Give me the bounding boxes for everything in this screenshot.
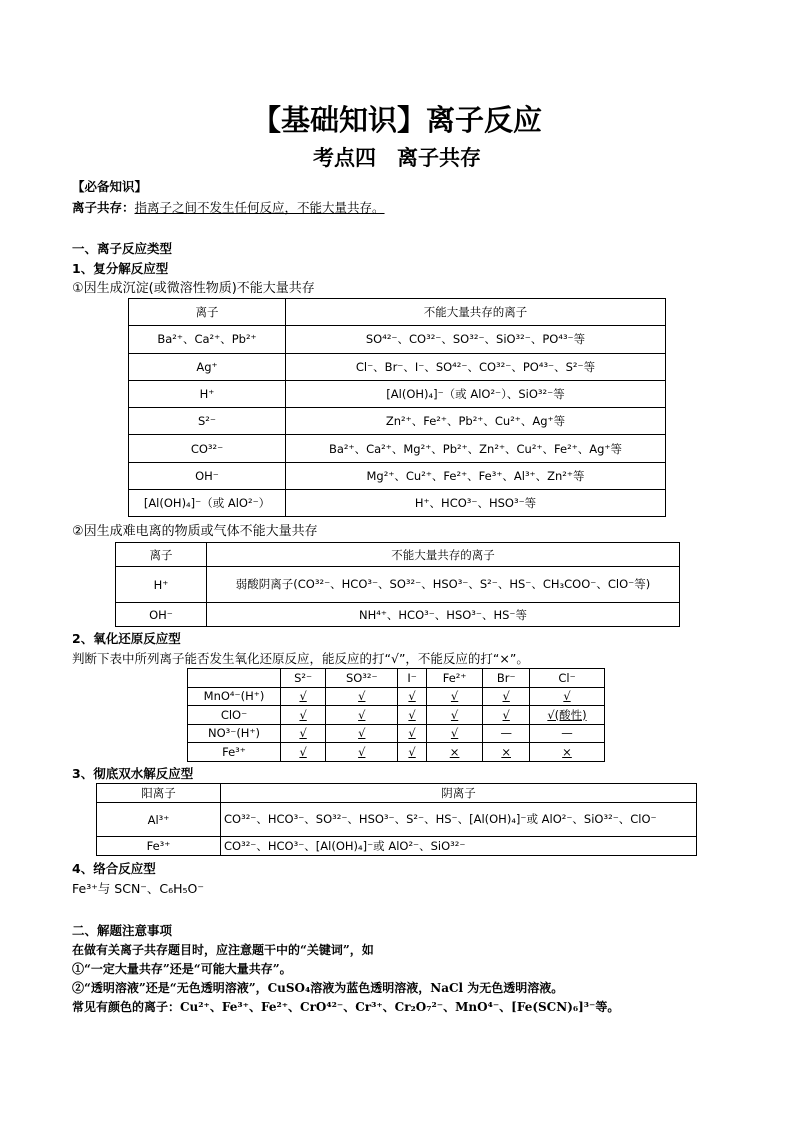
table-header-row <box>97 784 697 803</box>
item2-text: ②因生成难电离的物质或气体不能大量共存 <box>72 524 318 539</box>
table-cell: CO³²⁻、HCO³⁻、[Al(OH)₄]⁻或 AlO²⁻、SiO³²⁻ <box>221 837 697 856</box>
table-header-row <box>188 669 605 688</box>
notes-line-2: ①“一定大量共存”还是“可能大量共存”。 <box>72 962 292 976</box>
table-row <box>116 603 680 627</box>
table-cell: OH⁻ <box>129 462 286 489</box>
table-cell: ClO⁻ <box>188 706 281 725</box>
table-cell: √ <box>281 724 326 743</box>
table-header-cell: Cl⁻ <box>530 669 605 688</box>
table-cell: √ <box>281 687 326 706</box>
page-title: 【基础知识】离子反应 <box>251 103 542 137</box>
double-hydrolysis-table <box>96 783 697 856</box>
definition-line <box>72 199 385 216</box>
table-cell: √ <box>398 687 426 706</box>
table-cell: NO³⁻(H⁺) <box>188 724 281 743</box>
table-cell: Ag⁺ <box>129 353 286 380</box>
table-header-cell: SO³²⁻ <box>326 669 398 688</box>
table-row <box>116 567 680 603</box>
table-cell: Al³⁺ <box>97 803 221 837</box>
table-header-cell: Br⁻ <box>483 669 530 688</box>
table-cell: H⁺、HCO³⁻、HSO³⁻等 <box>286 490 666 517</box>
section1-heading: 一、离子反应类型 <box>72 241 173 256</box>
table-cell: OH⁻ <box>116 603 207 627</box>
notes-line-4: 常见有颜色的离子：Cu²⁺、Fe³⁺、Fe²⁺、CrO⁴²⁻、Cr³⁺、Cr₂O₇²⁻、MnO⁴⁻、[Fe(SCN)₆]³⁻等。 <box>72 1000 620 1014</box>
intro-heading: 【必备知识】 <box>72 179 148 194</box>
table-row <box>97 837 697 856</box>
table-cell: √ <box>426 706 483 725</box>
table-header-cell: 阳离子 <box>97 784 221 803</box>
table-header-row <box>129 299 666 326</box>
table-header-cell: 阴离子 <box>221 784 697 803</box>
table-header-cell <box>188 669 281 688</box>
definition-text: 指离子之间不发生任何反应，不能大量共存。 <box>134 200 385 215</box>
table-row <box>129 435 666 462</box>
redox-table <box>187 668 605 762</box>
section2-heading: 二、解题注意事项 <box>72 923 173 938</box>
table-cell: — <box>483 724 530 743</box>
table-row <box>97 803 697 837</box>
table-cell: √(酸性) <box>530 706 605 725</box>
table-cell: √ <box>326 724 398 743</box>
table-header-cell: 离子 <box>116 543 207 567</box>
item3-text: 判断下表中所列离子能否发生氧化还原反应，能反应的打“√”，不能反应的打“×”。 <box>72 651 529 666</box>
table-row <box>129 326 666 353</box>
table-header-cell: 不能大量共存的离子 <box>286 299 666 326</box>
table-row <box>129 353 666 380</box>
table-cell: S²⁻ <box>129 408 286 435</box>
table-cell: √ <box>281 706 326 725</box>
table-cell: √ <box>398 724 426 743</box>
notes-line-1: 在做有关离子共存题目时，应注意题干中的“关键词”，如 <box>72 943 374 957</box>
page-subtitle: 考点四 离子共存 <box>313 146 481 170</box>
table-row <box>188 724 605 743</box>
table-header-cell: S²⁻ <box>281 669 326 688</box>
subsection2-heading: 2、氧化还原反应型 <box>72 631 181 646</box>
table-cell: √ <box>326 706 398 725</box>
table-cell: √ <box>530 687 605 706</box>
table-cell: SO⁴²⁻、CO³²⁻、SO³²⁻、SiO³²⁻、PO⁴³⁻等 <box>286 326 666 353</box>
table-row <box>129 462 666 489</box>
precipitation-table <box>128 298 666 517</box>
table-cell: — <box>530 724 605 743</box>
notes-line-3: ②“透明溶液”还是“无色透明溶液”，CuSO₄溶液为蓝色透明溶液，NaCl 为无色透明溶液。 <box>72 981 564 995</box>
table-cell: H⁺ <box>116 567 207 603</box>
table-cell: √ <box>326 743 398 762</box>
table-cell: √ <box>281 743 326 762</box>
table-row <box>188 743 605 762</box>
table-header-cell: 离子 <box>129 299 286 326</box>
table-cell: [Al(OH)₄]⁻（或 AlO²⁻）、SiO³²⁻等 <box>286 380 666 407</box>
table-cell: 弱酸阴离子(CO³²⁻、HCO³⁻、SO³²⁻、HSO³⁻、S²⁻、HS⁻、CH₃COO⁻、ClO⁻等) <box>207 567 680 603</box>
table-cell: NH⁴⁺、HCO³⁻、HSO³⁻、HS⁻等 <box>207 603 680 627</box>
table-cell: × <box>483 743 530 762</box>
table-cell: Fe³⁺ <box>97 837 221 856</box>
table-cell: CO³²⁻ <box>129 435 286 462</box>
table-cell: √ <box>483 706 530 725</box>
subsection4-heading: 4、络合反应型 <box>72 861 156 876</box>
table-cell: CO³²⁻、HCO³⁻、SO³²⁻、HSO³⁻、S²⁻、HS⁻、[Al(OH)₄]⁻或 AlO²⁻、SiO³²⁻、ClO⁻ <box>221 803 697 837</box>
table-header-row <box>116 543 680 567</box>
item4-text: Fe³⁺与 SCN⁻、C₆H₅O⁻ <box>72 881 204 896</box>
table-cell: Cl⁻、Br⁻、I⁻、SO⁴²⁻、CO³²⁻、PO⁴³⁻、S²⁻等 <box>286 353 666 380</box>
table-cell: √ <box>326 687 398 706</box>
table-cell: × <box>530 743 605 762</box>
table-cell: Zn²⁺、Fe²⁺、Pb²⁺、Cu²⁺、Ag⁺等 <box>286 408 666 435</box>
table-row <box>129 408 666 435</box>
table-cell: √ <box>398 743 426 762</box>
table-row <box>188 687 605 706</box>
table-row <box>188 706 605 725</box>
subsection3-heading: 3、彻底双水解反应型 <box>72 766 194 781</box>
definition-label: 离子共存： <box>72 200 135 215</box>
table-cell: √ <box>483 687 530 706</box>
table-cell: Fe³⁺ <box>188 743 281 762</box>
weak-electrolyte-table <box>115 542 680 627</box>
table-header-cell: 不能大量共存的离子 <box>207 543 680 567</box>
table-cell: × <box>426 743 483 762</box>
table-cell: MnO⁴⁻(H⁺) <box>188 687 281 706</box>
item1-text: ①因生成沉淀(或微溶性物质)不能大量共存 <box>72 281 315 296</box>
table-header-cell: I⁻ <box>398 669 426 688</box>
table-header-cell: Fe²⁺ <box>426 669 483 688</box>
table-cell: Ba²⁺、Ca²⁺、Pb²⁺ <box>129 326 286 353</box>
table-cell: √ <box>426 724 483 743</box>
subsection1-heading: 1、复分解反应型 <box>72 261 169 276</box>
table-row <box>129 380 666 407</box>
table-cell: √ <box>426 687 483 706</box>
table-cell: Mg²⁺、Cu²⁺、Fe²⁺、Fe³⁺、Al³⁺、Zn²⁺等 <box>286 462 666 489</box>
table-row <box>129 490 666 517</box>
table-cell: H⁺ <box>129 380 286 407</box>
table-cell: [Al(OH)₄]⁻（或 AlO²⁻） <box>129 490 286 517</box>
table-cell: Ba²⁺、Ca²⁺、Mg²⁺、Pb²⁺、Zn²⁺、Cu²⁺、Fe²⁺、Ag⁺等 <box>286 435 666 462</box>
table-cell: √ <box>398 706 426 725</box>
